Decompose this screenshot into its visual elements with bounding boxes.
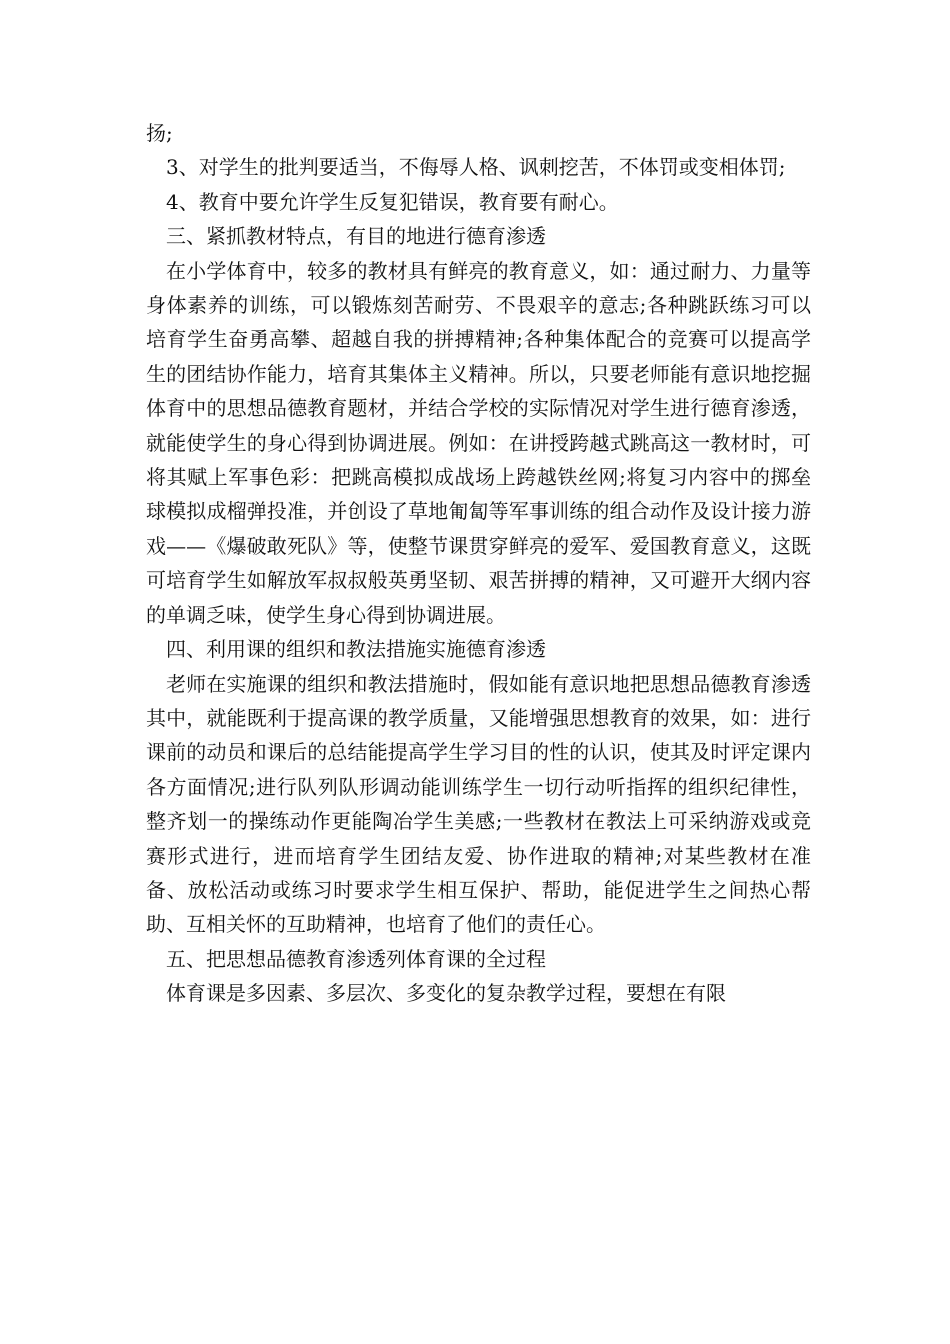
paragraph-section-5: 体育课是多因素、多层次、多变化的复杂教学过程，要想在有限 [166,981,726,1006]
list-item-4: 4、教育中要允许学生反复犯错误，教育要有耐心。 [166,189,619,214]
section-heading-4: 四、利用课的组织和教法措施实施德育渗透 [166,637,546,662]
document-body [146,116,811,1011]
list-item-3: 3、对学生的批判要适当，不侮辱人格、讽刺挖苦，不体罚或变相体罚; [166,155,786,180]
paragraph-continuation: 扬; [146,121,173,145]
section-heading-3: 三、紧抓教材特点，有目的地进行德育渗透 [166,224,546,249]
section-heading-5: 五、把思想品德教育渗透列体育课的全过程 [166,946,546,971]
paragraph-section-4: 老师在实施课的组织和教法措施时，假如能有意识地把思想品德教育渗透其中，就能既利于提高课的教学质量，又能增强思想教育的效果，如：进行课前的动员和课后的总结能提高学生学习目的性的认识，使其及时评定课内各方面情况;进行队列队形调动能训练学生一切行动听指挥的组织纪律性，整齐划一的操练动作更能陶冶学生美感;一些教材在教法上可采纳游戏或竞赛形式进行，进而培育学生团结友爱、协作进取的精神;对某些教材在准备、放松活动或练习时要求学生相互保护、帮助，能促进学生之间热心帮助、互相关怀的互助精神，也培育了他们的责任心。 [146,671,811,937]
paragraph-section-3: 在小学体育中，较多的教材具有鲜亮的教育意义，如：通过耐力、力量等身体素养的训练，可以锻炼刻苦耐劳、不畏艰辛的意志;各种跳跃练习可以培育学生奋勇高攀、超越自我的拼搏精神;各种集体配合的竞赛可以提高学生的团结协作能力，培育其集体主义精神。所以，只要老师能有意识地挖掘体育中的思想品德教育题材，并结合学校的实际情况对学生进行德育渗透，就能使学生的身心得到协调进展。例如：在讲授跨越式跳高这一教材时，可将其赋上军事色彩：把跳高模拟成战场上跨越铁丝网;将复习内容中的掷垒球模拟成榴弹投准，并创设了草地匍匐等军事训练的组合动作及设计接力游戏——《爆破敢死队》等，使整节课贯穿鲜亮的爱军、爱国教育意义，这既可培育学生如解放军叔叔般英勇坚韧、艰苦拼搏的精神，又可避开大纲内容的单调乏味，使学生身心得到协调进展。 [146,258,811,627]
